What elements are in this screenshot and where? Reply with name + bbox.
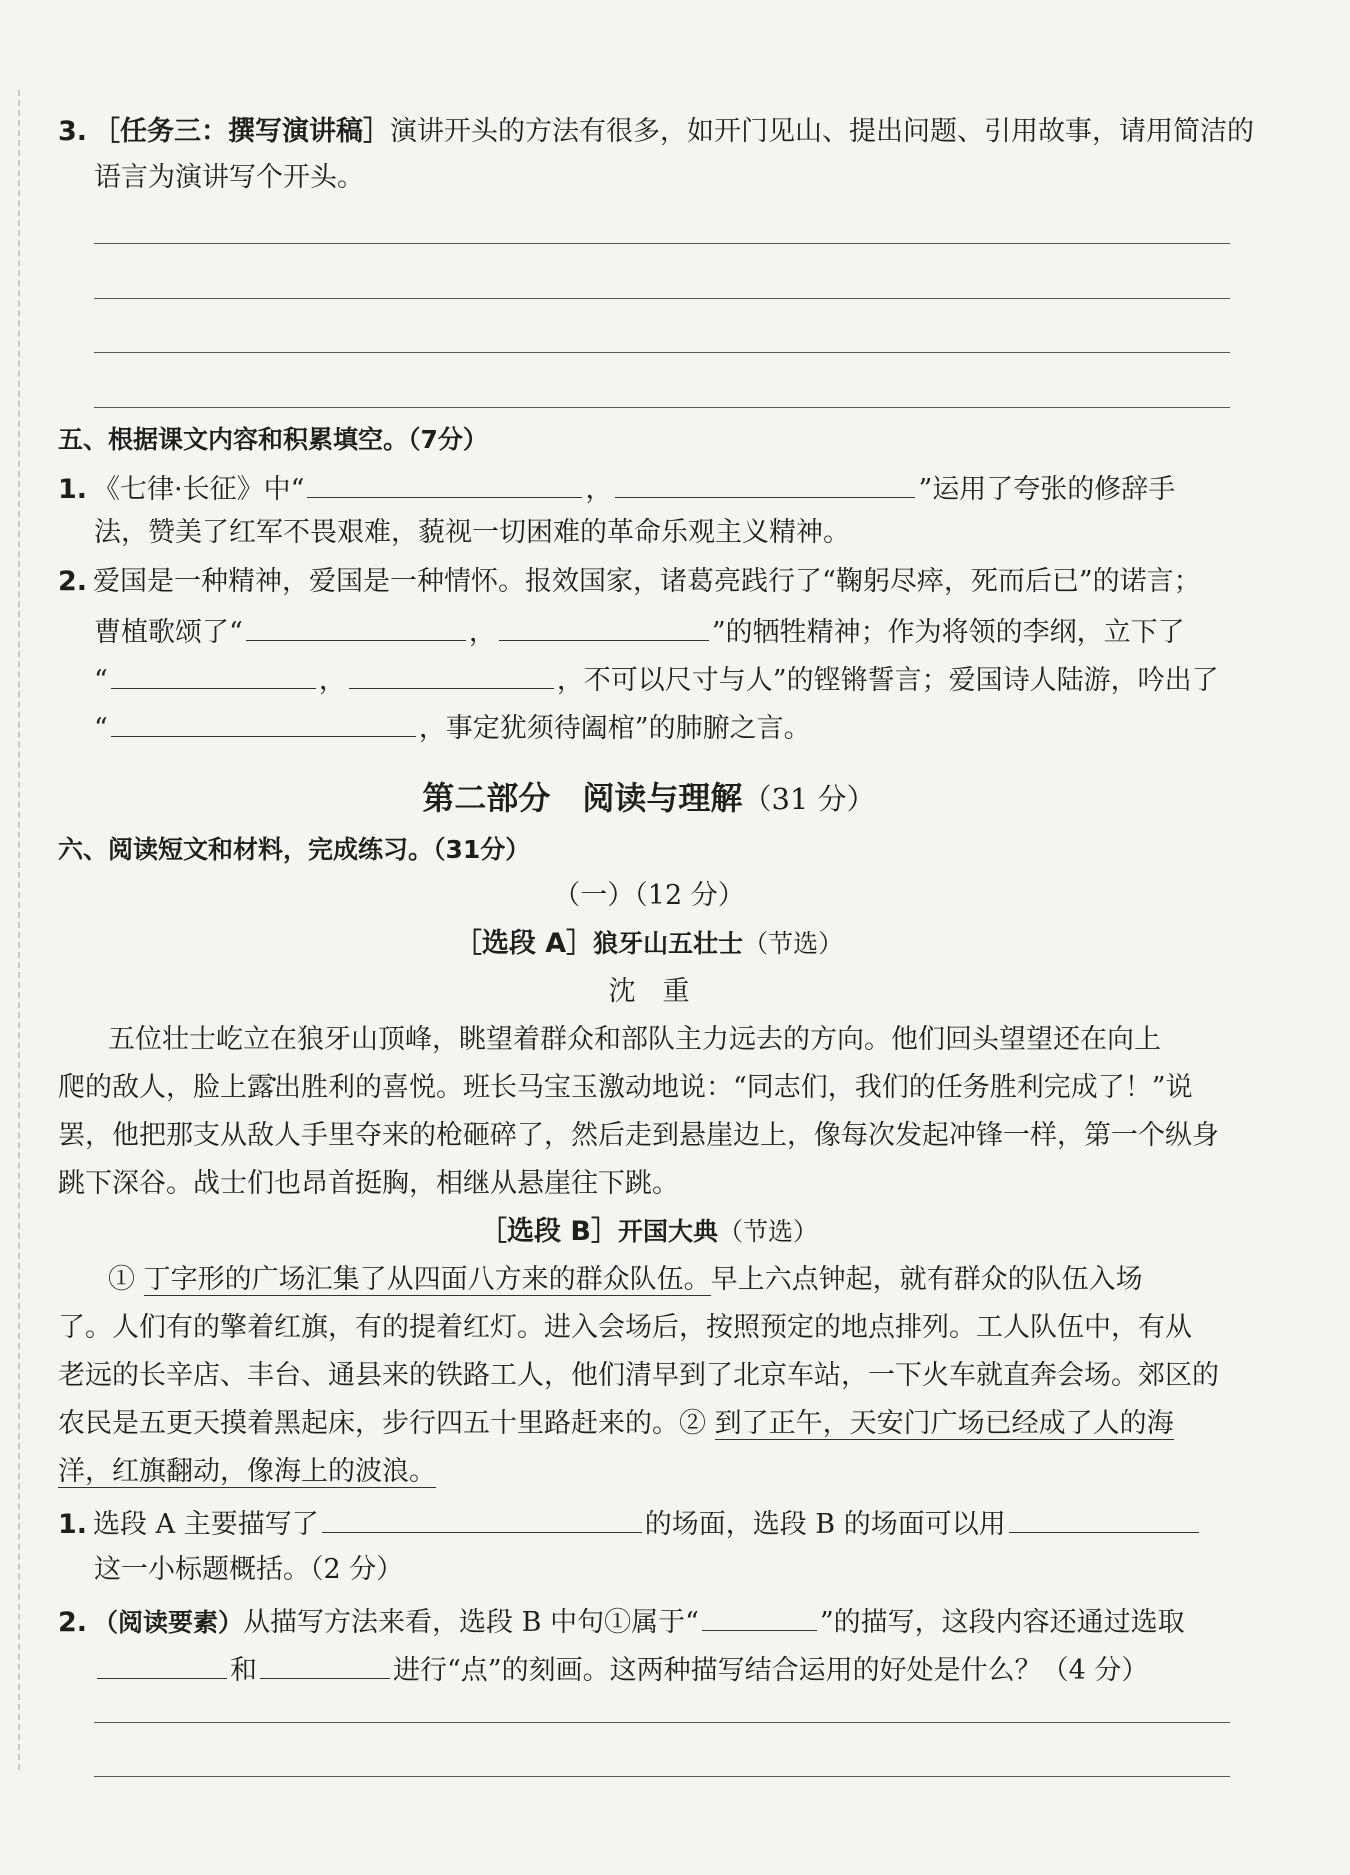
fill-blank[interactable] xyxy=(97,1648,227,1679)
fill-blank[interactable] xyxy=(702,1600,817,1631)
subsection-title: （一）（12 分） xyxy=(553,880,745,911)
excerpt-b-line4: 农民是五更天摸着黑起床，步行四五十里路赶来的。② 到了正午，天安门广场已经成了人的海 xyxy=(58,1408,1174,1439)
sec5-q1-line2: 法，赞美了红军不畏艰难，藐视一切困难的革命乐观主义精神。 xyxy=(94,517,850,548)
excerpt-a-line1: 五位壮士屹立在狼牙山顶峰，眺望着群众和部队主力远去的方向。他们回头望望还在向上 xyxy=(108,1024,1161,1055)
author: 沈 重 xyxy=(608,976,690,1007)
sec6-q1-line1: 1. 选段 A 主要描写了 的场面，选段 B 的场面可以用 xyxy=(58,1502,1240,1545)
section5-heading: 五、根据课文内容和积累填空。（7分） xyxy=(58,425,488,454)
reading-element-tag: （阅读要素） xyxy=(93,1608,244,1637)
answer-line[interactable] xyxy=(94,1776,1230,1777)
excerpt-b-line1: ① 丁字形的广场汇集了从四面八方来的群众队伍。早上六点钟起，就有群众的队伍入场 xyxy=(108,1264,1143,1295)
sec6-q2-line2: 和 进行“点”的刻画。这两种描写结合运用的好处是什么？（4 分） xyxy=(94,1648,1240,1691)
excerpt-a-title: ［选段 A］狼牙山五壮士（节选） xyxy=(454,928,844,959)
excerpt-b-title: ［选段 B］开国大典（节选） xyxy=(479,1216,818,1247)
fill-blank[interactable] xyxy=(1009,1502,1199,1533)
fill-blank[interactable] xyxy=(260,1648,390,1679)
excerpt-b-line5 xyxy=(58,1452,1240,1492)
sec6-q2-line1: 2. （阅读要素）从描写方法来看，选段 B 中句①属于“ ”的描写，这段内容还通过选取 xyxy=(58,1600,1240,1643)
emphasis-dotted-text: 露出 • xyxy=(247,1072,301,1103)
excerpt-b-line2: 了。人们有的擎着红旗，有的提着红灯。进入会场后，按照预定的地点排列。工人队伍中，有从 xyxy=(58,1312,1192,1343)
excerpt-a-line3: 罢，他把那支从敌人手里夺来的枪砸碎了，然后走到悬崖边上，像每次发起冲锋一样，第一个纵身 xyxy=(58,1120,1219,1151)
fill-blank[interactable] xyxy=(322,1502,642,1533)
sec5-q1-line1: 1. 《七律·长征》中“ ， ”运用了夸张的修辞手 xyxy=(58,467,1240,510)
excerpt-b-line3: 老远的长辛店、丰台、通县来的铁路工人，他们清早到了北京车站，一下火车就直奔会场。郊区的 xyxy=(58,1360,1219,1391)
answer-line[interactable] xyxy=(94,1722,1230,1723)
fill-blank[interactable] xyxy=(111,658,316,689)
excerpt-a-line4: 跳下深谷。战士们也昂首挺胸，相继从悬崖往下跳。 xyxy=(58,1168,679,1199)
underlined-sentence-1: 丁字形的广场汇集了从四面八方来的群众队伍。 xyxy=(143,1264,711,1295)
part2-title: 第二部分 阅读与理解（31 分） xyxy=(422,779,876,817)
fill-blank[interactable] xyxy=(111,706,416,737)
underlined-sentence-2-cont: 洋，红旗翻动，像海上的波浪。 xyxy=(58,1456,436,1487)
sec5-q2-line1: 2. 爱国是一种精神，爱国是一种情怀。报效国家，诸葛亮践行了“鞠躬尽瘁，死而后已”的诺言； xyxy=(58,566,1201,597)
sec5-q2-line3: “ ， ，不可以尺寸与人”的铿锵誓言；爱国诗人陆游，吟出了 xyxy=(94,658,1240,701)
answer-line[interactable] xyxy=(94,298,1230,299)
fill-blank[interactable] xyxy=(307,467,582,498)
fill-blank[interactable] xyxy=(349,658,554,689)
fill-blank[interactable] xyxy=(615,467,915,498)
sec6-q1-line2: 这一小标题概括。（2 分） xyxy=(94,1554,404,1585)
fill-blank[interactable] xyxy=(499,610,709,641)
q3-line1: 3. ［任务三：撰写演讲稿］演讲开头的方法有很多，如开门见山、提出问题、引用故事，请用简洁的 xyxy=(58,116,1255,147)
excerpt-a-line2: 爬的敌人，脸上露出 •胜利的喜悦。班长马宝玉激动地说：“同志们，我们的任务胜利完成了！”说 xyxy=(58,1068,1240,1108)
answer-line[interactable] xyxy=(94,407,1230,408)
q3-task-label: ［任务三：撰写演讲稿］ xyxy=(93,116,391,147)
underlined-sentence-2: 到了正午，天安门广场已经成了人的海 xyxy=(714,1408,1174,1439)
q3-line2: 语言为演讲写个开头。 xyxy=(94,162,364,193)
section6-heading: 六、阅读短文和材料，完成练习。（31分） xyxy=(58,835,531,864)
fill-blank[interactable] xyxy=(246,610,466,641)
sec5-q2-line2: 曹植歌颂了“ ， ”的牺牲精神；作为将领的李纲，立下了 xyxy=(94,610,1240,653)
binding-margin-line xyxy=(18,90,20,1770)
sec5-q2-line4: “ ，事定犹须待阖棺”的肺腑之言。 xyxy=(94,706,1240,749)
answer-line[interactable] xyxy=(94,352,1230,353)
answer-line[interactable] xyxy=(94,243,1230,244)
